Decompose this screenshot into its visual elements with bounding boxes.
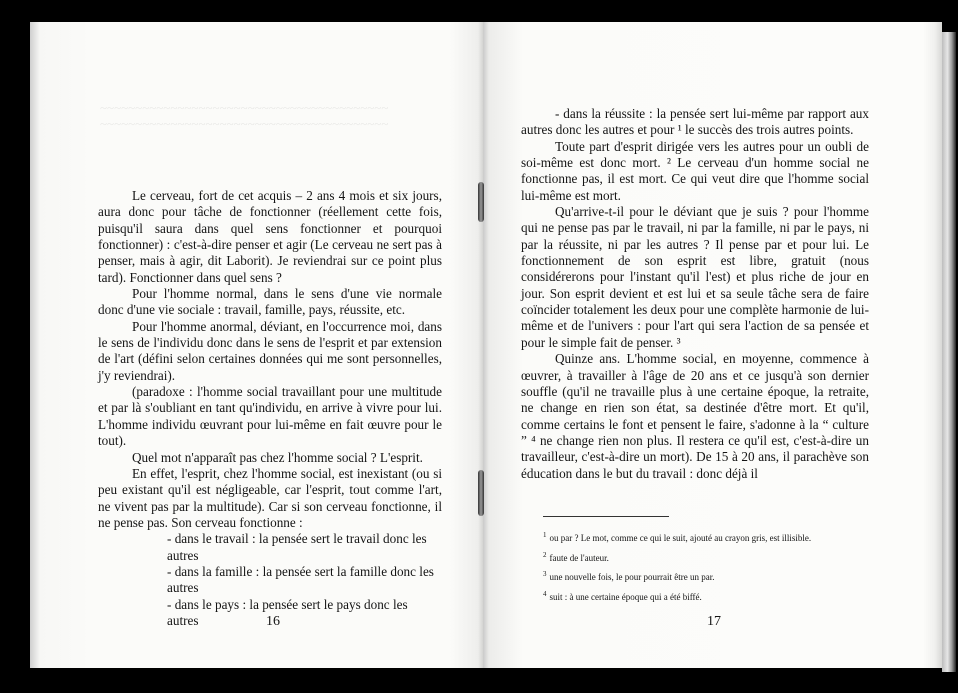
footnote: [543, 547, 873, 567]
footnote-mark: 1: [543, 531, 547, 539]
footnote: [543, 566, 873, 586]
footnote: [543, 527, 873, 547]
paragraph: Le cerveau, fort de cet acquis – 2 ans 4 mois et six jours, aura donc pour tâche de fonctionner (réellement cette fois, puisqu'il saura dans quel sens fonctionner et pourquoi fonctionner) : c'est-à-dire penser et agir (Le cerveau ne sert pas à penser, mais à agir, dit Laborit). Je reviendrai sur ce point plus tard). Fonctionner dans quel sens ?: [98, 188, 442, 285]
paragraph: Toute part d'esprit dirigée vers les autres pour un oubli de soi-même est donc mort. ² Le cerveau d'un homme social ne fonctionne pas, il est mort. Ce qui veut dire que l'homme social lui-même est mort.: [521, 138, 869, 203]
paragraph: En effet, l'esprit, chez l'homme social, est inexistant (ou si peu existant qu'il est négligeable, car l'esprit, tout comme l'art, ne vivent pas par la multitude). Car si son cerveau fonctionne, il ne pense pas. Son cerveau fonctionne :: [98, 465, 442, 530]
paragraph: Quel mot n'apparaît pas chez l'homme social ? L'esprit.: [132, 449, 423, 465]
footnote-text: faute de l'auteur.: [549, 552, 609, 563]
footnote-text: suit : à une certaine époque qui a été biffé.: [549, 591, 702, 602]
staple-bottom: [478, 470, 484, 516]
footnotes: [543, 527, 873, 605]
left-page-body: [98, 188, 442, 629]
paragraph: - dans le travail : la pensée sert le travail donc les autres: [167, 531, 427, 563]
staple-top: [478, 182, 484, 222]
paragraph: Quinze ans. L'homme social, en moyenne, commence à œuvrer, à travailler à l'âge de 20 ans et ce jusqu'à son dernier souffle (qu'il ne travaille plus à une certaine époque, la retraite, ne change en rien son état, sa destinée d'être mort. Et qu'il, comme certains le font et pensent le faire, s'adonne à la “ culture ” ⁴ ne change rien non plus. Il restera ce qu'il est, c'est-à-dire un travailleur, c'est-à-dire un mort). De 15 à 20 ans, il parachève son éducation dans le but du travail : donc déjà il: [521, 351, 869, 481]
right-page: [483, 22, 942, 668]
page-edge: [942, 32, 956, 672]
show-through-text: ~~~~~~~~~~~~~~~~~~~~~~~~~~~~~~~~~~~~~~~~~: [100, 116, 389, 131]
paragraph: (paradoxe : l'homme social travaillant pour une multitude et par là s'oubliant en tant qu'individu, en arrive à vivre pour lui. L'homme individu œuvrant pour lui-même en fait œuvre pour le tout).: [98, 384, 442, 449]
footnote: [543, 586, 873, 606]
paragraph: - dans le pays : la pensée sert le pays donc les autres: [167, 596, 408, 628]
paragraph: - dans la famille : la pensée sert la famille donc les autres: [167, 563, 434, 596]
page-number: 16: [266, 614, 280, 629]
paragraph: - dans la réussite : la pensée sert lui-même par rapport aux autres donc les autres et pour ¹ le succès des trois autres points.: [521, 106, 869, 138]
right-page-body: [521, 106, 869, 482]
footnote-mark: 3: [543, 570, 547, 578]
paragraph: Qu'arrive-t-il pour le déviant que je suis ? pour l'homme qui ne pense pas par le travail, ni par la famille, ni par le pays, ni par la réussite, ni par les autres ? Il pense par et pour lui. Le fonctionnement de son esprit est libre, gratuit (nous considérerons pour l'instant qu'il l'est) et plus riche de jour en jour. Son esprit devient et est lui et sa seule tâche sera de faire coïncider totalement les deux pour une complète harmonie de lui-même et de l'univers : pour l'art qui sera l'action de sa pensée et pour le simple fait de penser. ³: [521, 204, 869, 350]
page-number: 17: [707, 614, 721, 629]
footnote-text: ou par ? Le mot, comme ce qui le suit, ajouté au crayon gris, est illisible.: [549, 533, 812, 543]
left-page: [30, 22, 483, 668]
paragraph: Pour l'homme anormal, déviant, en l'occurrence moi, dans le sens de l'individu donc dans le sens de l'esprit et par extension de l'art (défini selon certaines données qui me sont personnelles, j'y reviendrai).: [98, 318, 442, 383]
book-spread: [30, 22, 942, 668]
footnote-mark: 4: [543, 589, 547, 598]
footnote-rule: [543, 516, 669, 517]
footnote-text: une nouvelle fois, le pour pourrait être un par.: [549, 572, 715, 582]
footnote-mark: 2: [543, 550, 547, 559]
paragraph: Pour l'homme normal, dans le sens d'une vie normale donc d'une vie sociale : travail, famille, pays, réussite, etc.: [98, 286, 442, 318]
show-through-text: ~~~~~~~~~~~~~~~~~~~~~~~~~~~~~~~~~~~~~~~~~: [100, 100, 389, 115]
